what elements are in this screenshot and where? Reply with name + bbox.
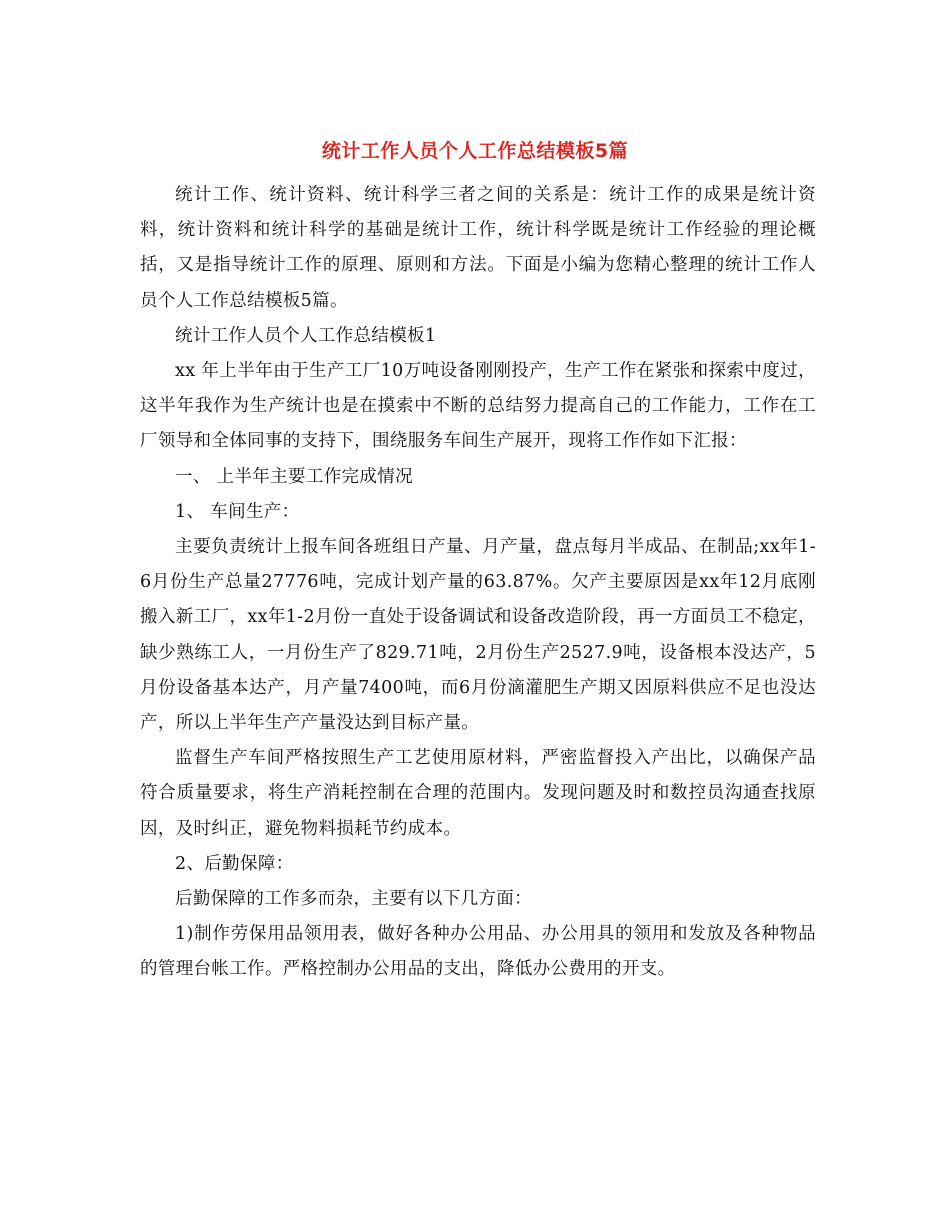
document-title: 统计工作人员个人工作总结模板5篇 bbox=[321, 140, 629, 162]
subheading-logistics: 2、后勤保障： bbox=[175, 853, 294, 874]
logistics-item-1-paragraph: 1)制作劳保用品领用表，做好各种办公用品、办公用具的领用和发放及各种物品的管理台帐工作。严格控制办公用品的支出，降低办公费用的开支。 bbox=[140, 924, 816, 980]
supervision-paragraph: 监督生产车间严格按照生产工艺使用原材料，严密监督投入产出比，以确保产品符合质量要求，将生产消耗控制在合理的范围内。发现问题及时和数控员沟通查找原因，及时纠正，避免物料损耗节约成本。 bbox=[140, 748, 816, 839]
subheading-workshop-production: 1、 车间生产： bbox=[175, 501, 300, 522]
production-stats-paragraph: 主要负责统计上报车间各班组日产量、月产量，盘点每月半成品、在制品;xx年1-6月份生产总量27776吨，完成计划产量的63.87%。欠产主要原因是xx年12月底刚搬入新工厂，xx年1-2月份一直处于设备调试和设备改造阶段，再一方面员工不稳定，缺少熟练工人，一月份生产了829.71吨，2月份生产2527.9吨，设备根本没达产，5月份设备基本达产，月产量7400吨，而6月份滴灌肥生产期又因原料供应不足也没达产，所以上半年生产产量没达到目标产量。 bbox=[140, 537, 816, 734]
section-heading-main-work: 一、 上半年主要工作完成情况 bbox=[175, 466, 413, 487]
section-heading-template-1: 统计工作人员个人工作总结模板1 bbox=[175, 325, 437, 346]
logistics-intro-paragraph: 后勤保障的工作多而杂，主要有以下几方面： bbox=[175, 889, 532, 910]
document-body bbox=[140, 178, 816, 988]
overview-paragraph: xx 年上半年由于生产工厂10万吨设备刚刚投产，生产工作在紧张和探索中度过，这半年我作为生产统计也是在摸索中不断的总结努力提高自己的工作能力，工作在工厂领导和全体同事的支持下，围绕服务车间生产展开，现将工作作如下汇报： bbox=[140, 361, 816, 452]
intro-paragraph: 统计工作、统计资料、统计科学三者之间的关系是：统计工作的成果是统计资料，统计资料和统计科学的基础是统计工作，统计科学既是统计工作经验的理论概括，又是指导统计工作的原理、原则和方法。下面是小编为您精心整理的统计工作人员个人工作总结模板5篇。 bbox=[140, 185, 816, 311]
